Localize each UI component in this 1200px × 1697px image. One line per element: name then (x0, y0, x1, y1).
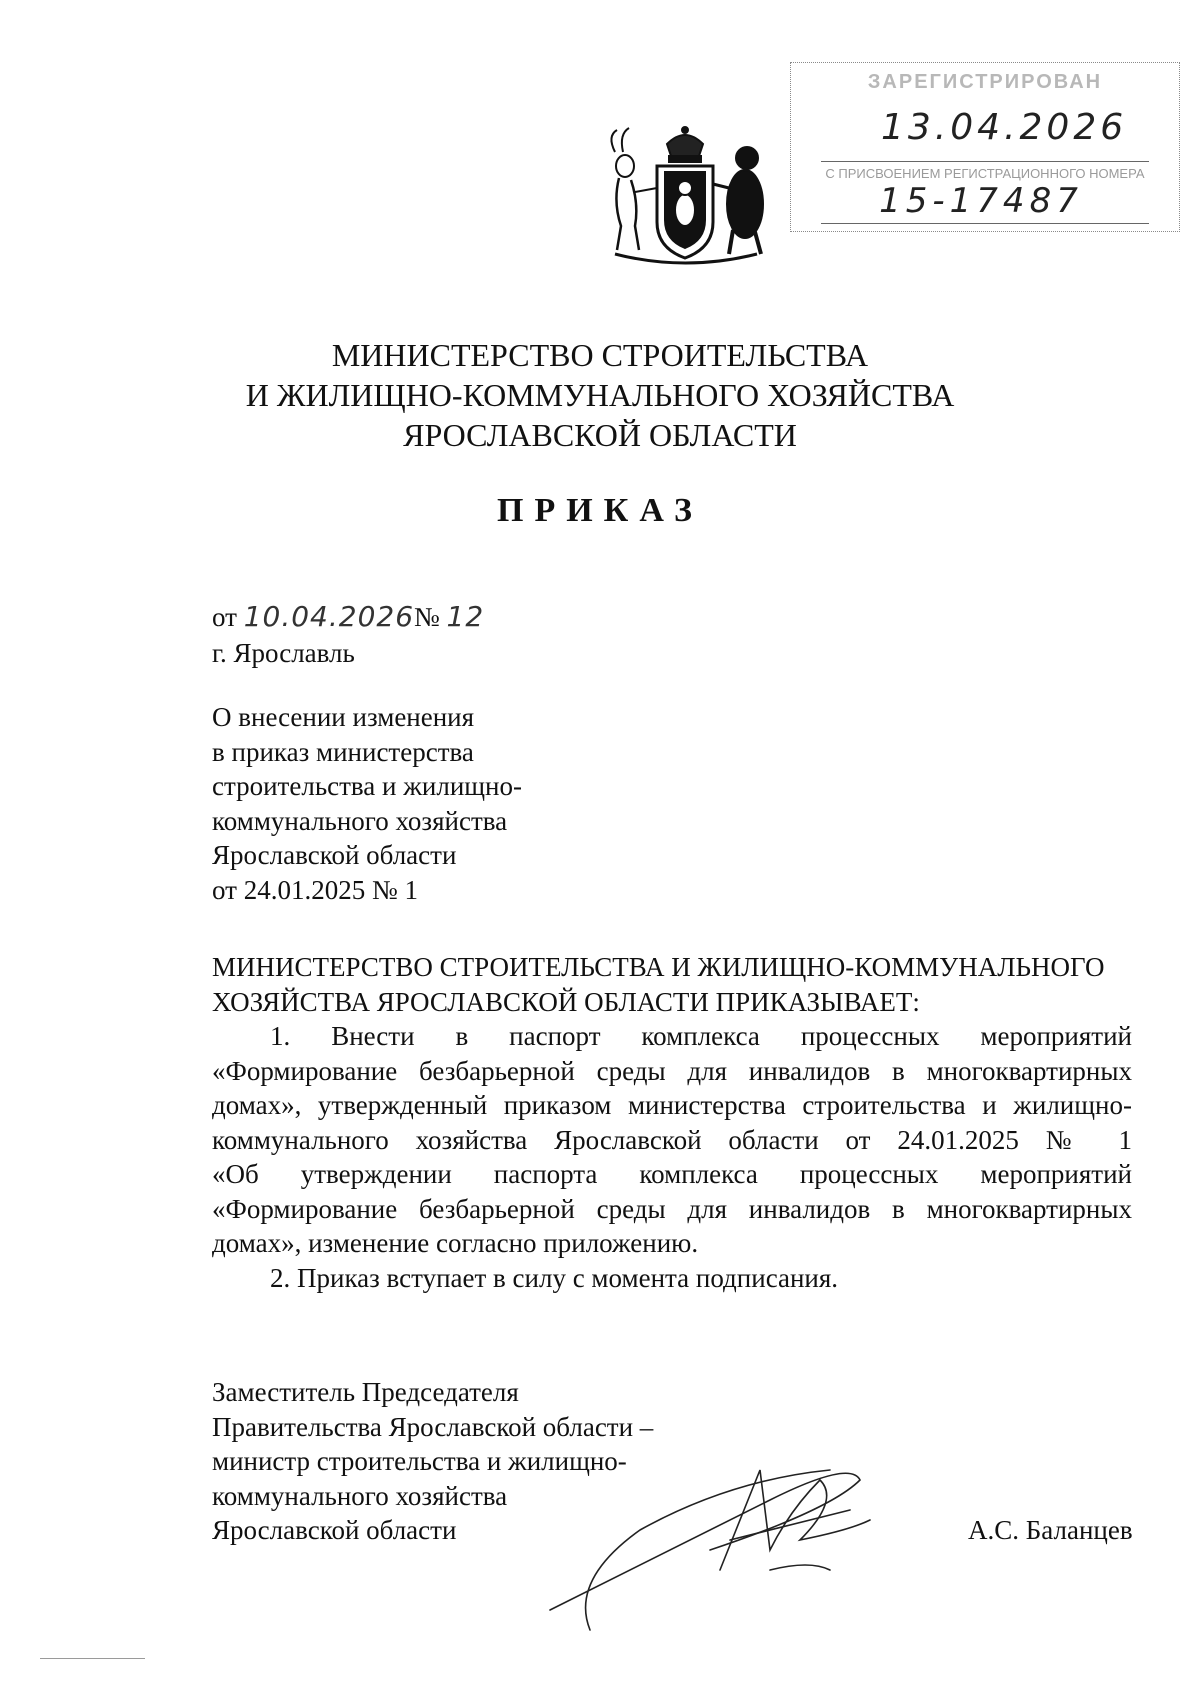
number-sign: № (414, 602, 440, 632)
signer-title-line: министр строительства и жилищно- (212, 1446, 627, 1476)
subject-line: Ярославской области (212, 840, 457, 870)
subject-line: строительства и жилищно- (212, 771, 522, 801)
order-item-2: 2. Приказ вступает в силу с момента подписания. (270, 1262, 839, 1293)
item-line: коммунального хозяйства Ярославской области от 24.01.2025 № 1 (212, 1124, 1132, 1155)
order-date-handwritten: 10.04.2026 (243, 600, 415, 633)
ministry-line: ЯРОСЛАВСКОЙ ОБЛАСТИ (403, 417, 797, 453)
subject-line: в приказ министерства (212, 736, 474, 767)
item-line: «Формирование безбарьерной среды для инвалидов в многоквартирных (212, 1055, 1132, 1086)
order-date-line (212, 600, 484, 634)
coat-of-arms-emblem (595, 122, 775, 270)
stamp-registration-number: 15-17487 (879, 181, 1083, 221)
signer-title-line: Ярославской области (212, 1515, 457, 1545)
item-line: домах», изменение согласно приложению. (212, 1228, 699, 1258)
footer-divider (40, 1658, 145, 1659)
order-subject (212, 700, 522, 907)
preamble-line: МИНИСТЕРСТВО СТРОИТЕЛЬСТВА И ЖИЛИЩНО-КОММУНАЛЬНОГО (212, 952, 1105, 982)
ministry-header (200, 335, 1000, 455)
subject-line: коммунального хозяйства (212, 805, 508, 836)
stamp-underline (821, 161, 1149, 162)
preamble-line: ХОЗЯЙСТВА ЯРОСЛАВСКОЙ ОБЛАСТИ ПРИКАЗЫВАЕТ: (212, 986, 920, 1017)
order-item-1 (212, 1019, 1132, 1261)
date-prefix: от (212, 602, 237, 632)
item-line: «Формирование безбарьерной среды для инвалидов в многоквартирных (212, 1193, 1132, 1224)
ministry-line: И ЖИЛИЩНО-КОММУНАЛЬНОГО ХОЗЯЙСТВА (245, 377, 955, 413)
subject-line: О внесении изменения (212, 702, 475, 732)
item-line: домах», утвержденный приказом министерства строительства и жилищно- (212, 1090, 1132, 1120)
registration-stamp (790, 62, 1180, 232)
handwritten-signature (530, 1440, 950, 1640)
item-line: 1. Внести в паспорт комплекса процессных мероприятий (270, 1021, 1132, 1051)
stamp-caption: С ПРИСВОЕНИЕМ РЕГИСТРАЦИОННОГО НОМЕРА (825, 166, 1145, 181)
city: г. Ярославль (212, 638, 355, 668)
stamp-underline (821, 223, 1149, 224)
stamp-title: ЗАРЕГИСТРИРОВАН (867, 71, 1103, 93)
item-line: «Об утверждении паспорта комплекса процессных мероприятий (212, 1159, 1132, 1189)
document-type-title: ПРИКАЗ (497, 492, 703, 529)
order-preamble (212, 950, 1132, 1019)
signer-name: А.С. Баланцев (968, 1515, 1133, 1545)
signer-title-line: Правительства Ярославской области – (212, 1411, 654, 1442)
signer-title-line: Заместитель Председателя (212, 1377, 519, 1407)
order-number-handwritten: 12 (446, 600, 485, 633)
ministry-line: МИНИСТЕРСТВО СТРОИТЕЛЬСТВА (331, 337, 869, 373)
stamp-date-handwritten: 13.04.2026 (881, 107, 1128, 148)
order-body (212, 950, 1132, 1295)
subject-line: от 24.01.2025 № 1 (212, 874, 418, 905)
signer-title-line: коммунального хозяйства (212, 1480, 508, 1511)
